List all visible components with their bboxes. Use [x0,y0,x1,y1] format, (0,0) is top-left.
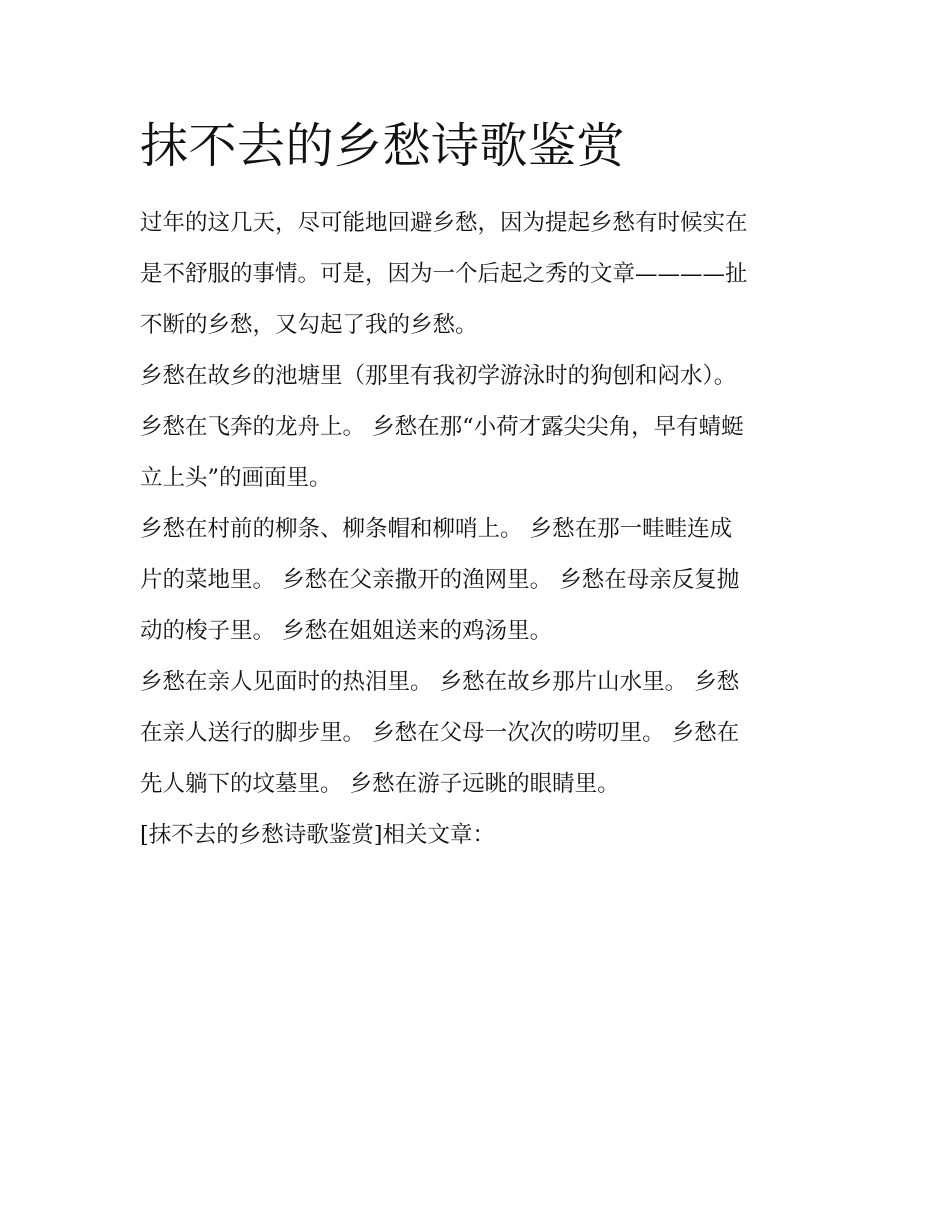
text-line: 立上头”的画面里。 [140,465,332,491]
text-line: 乡愁在故乡的池塘里（那里有我初学游泳时的狗刨和闷水）。 [140,363,737,389]
article-body [140,198,830,861]
text-line: 乡愁在飞奔的龙舟上。 乡愁在那“小荷才露尖尖角，早有蜻蜓 [140,414,744,440]
text-line: 是不舒服的事情。可是，因为一个后起之秀的文章————扯 [140,261,748,287]
text-line: 过年的这几天，尽可能地回避乡愁，因为提起乡愁有时候实在 [140,210,748,236]
text-line: 在亲人送行的脚步里。 乡愁在父母一次次的唠叨里。 乡愁在 [140,720,740,746]
text-line: 乡愁在亲人见面时的热泪里。 乡愁在故乡那片山水里。 乡愁 [140,669,740,695]
text-line: 不断的乡愁，又勾起了我的乡愁。 [140,312,478,338]
text-line: 先人躺下的坟墓里。 乡愁在游子远眺的眼睛里。 [140,771,620,797]
page-title: 抹不去的乡愁诗歌鉴赏 [140,118,626,174]
text-line: 乡愁在村前的柳条、柳条帽和柳哨上。 乡愁在那一畦畦连成 [140,516,733,542]
text-line: 动的梭子里。 乡愁在姐姐送来的鸡汤里。 [140,618,553,644]
related-articles-heading: [抹不去的乡愁诗歌鉴赏]相关文章： [140,822,496,848]
text-line: 片的菜地里。 乡愁在父亲撒开的渔网里。 乡愁在母亲反复抛 [140,567,740,593]
